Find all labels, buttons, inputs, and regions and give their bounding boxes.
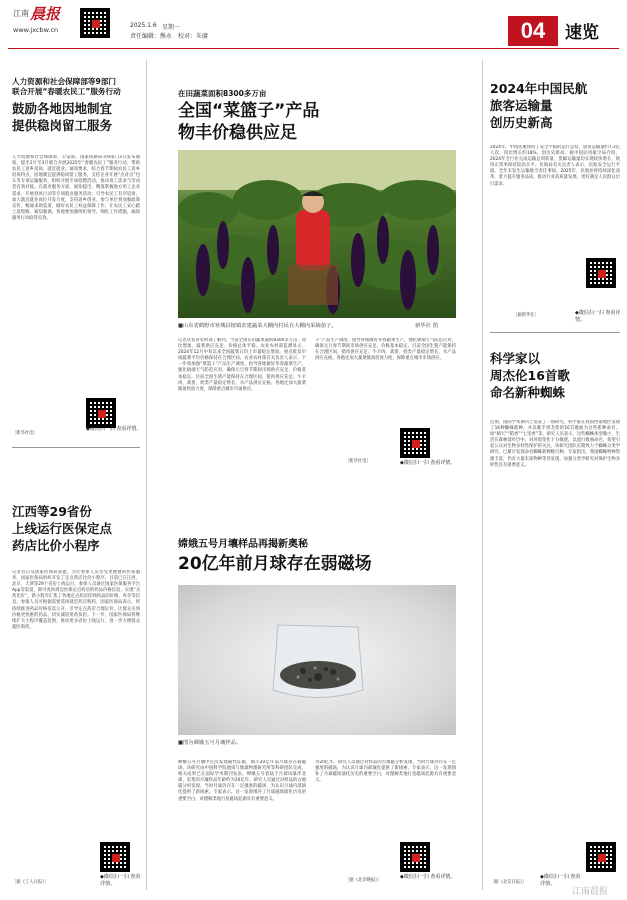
left-bottom-title-1: 江西等29省份 (12, 504, 92, 519)
center-bottom-scan-hint: ◆微信扫一扫 查看详情。 (400, 874, 456, 880)
center-bottom-photo-caption: ■图为嫦娥五号月壤样品。 (178, 740, 242, 746)
left-top-qr-code-icon[interactable] (86, 398, 116, 428)
center-top-title-1: 全国“菜篮子”产品 (178, 101, 320, 121)
right-bottom-qr-code-icon[interactable] (586, 842, 616, 872)
masthead-qr-code-icon[interactable] (80, 8, 110, 38)
eggplant-greenhouse-illustration (178, 150, 456, 318)
center-top-body-col1: 记者从农业农村部了解到，当前全国在田蔬菜面积8300多万亩，同比增加，蔬菜供应充足，价格总体平稳。农业农村部监测显示，2024年12月中旬以来全国蔬菜日均上市量稳定增加，重点批发市场蔬菜平均价格保持在合理区间。农业农村部有关负责人表示，下一步将加强“菜篮子”产品生产调度，指导各地做好冬春蔬菜生产，强化极端天气防范应对，确保元旦春节期间市场供应充足、价格基本稳定。目前全国生猪产能保持在合理区间，猪肉供应充足；牛羊肉、禽蛋、奶类产量稳定增长，水产品供应充裕。各地还加大蔬菜储备投放力度，保障重点城市市场供应。 (178, 338, 306, 392)
right-top-scan-hint: ◆微信扫一扫 查看详情。 (575, 310, 621, 323)
left-top-title-2: 提供稳岗留工服务 (12, 118, 113, 133)
center-top-photo-caption: ■山东省鹤野市寒城县辖镇农建蔬菜大棚内村民在大棚内采摘茄子。 (178, 323, 337, 329)
left-bottom-scan-hint: ◆微信扫一扫 查看详情。 (100, 874, 141, 887)
masthead-site: www.jxcbw.cn (13, 26, 59, 34)
center-bottom-kicker: 嫦娥五号月壤样品再揭新奥秘 (178, 539, 308, 550)
column-divider-right (482, 60, 483, 890)
right-bottom-title-3: 命名新种蜘蛛 (490, 385, 566, 400)
masthead-paper-logo: 晨报 (30, 5, 61, 23)
watermark: 江南晨报 (572, 887, 609, 897)
center-top-photo-credit: 新华社 图 (415, 323, 438, 329)
left-bottom-article (12, 503, 140, 554)
left-top-body: 人力资源和社会保障部、公安部、国家铁路局等9部门3日发布通知，提出1月至3月联合开展2025年“春暖农民工”服务行动，帮助农民工返乡返岗、就近就业。通知要求，结合春节期间农民工返乡返岗特点，因地制宜提供稳岗留工服务，支持企业开展“点对点”包车等专项运输服务，组织开展专场招聘活动，推动用工需求与劳动者有效对接。在就业服务方面，通知提出，精准掌握地方用工企业需求，开展春风行动等专项就业服务活动；引导农民工有序返岗，加大就近就业岗位开发力度，支持返乡创业。参与单位将加强政策宣传，畅通求助渠道，做好农民工权益保障工作，让农民工安心踏上返程路。通知强调，各地要加强组织领导，细化工作措施，确保服务行动取得实效。 (12, 155, 140, 221)
masthead-date: 2025.1.6 (130, 22, 157, 29)
left-bottom-qr-code-icon[interactable] (100, 842, 130, 872)
center-top-title-2: 物丰价稳供应足 (178, 123, 297, 143)
right-bottom-credit: ［据《北京日报》］ (490, 880, 527, 885)
left-top-credit: ［新华社电］ (12, 431, 38, 436)
center-top-photo (178, 150, 456, 318)
left-bottom-credit: ［据《工人日报》］ (12, 880, 49, 885)
left-section-divider (12, 447, 140, 448)
right-bottom-article (490, 350, 620, 401)
right-bottom-title-1: 科学家以 (490, 351, 541, 366)
right-bottom-title-2: 周杰伦16首歌 (490, 368, 570, 383)
left-bottom-title-3: 药店比价小程序 (12, 538, 100, 553)
page-number-badge (508, 16, 558, 46)
right-bottom-scan-hint: ◆微信扫一扫 查看详情。 (540, 874, 581, 887)
center-bottom-photo (178, 585, 456, 735)
center-bottom-qr-code-icon[interactable] (400, 842, 430, 872)
lunar-soil-sample-illustration (178, 585, 456, 735)
center-top-body-col2: 子”产品生产调度，指导各地做好冬春蔬菜生产，强化极端天气防范应对，确保元旦春节期间市场供应充足、价格基本稳定。目前全国生猪产能保持在合理区间，猪肉供应充足；牛羊肉、禽蛋、奶类产量稳定增长，水产品供应充裕。各地还加大蔬菜储备投放力度，保障重点城市市场供应。 (315, 338, 456, 362)
masthead-proof: 校对：朱赓 (178, 33, 209, 40)
left-top-scan-hint: ◆微信扫一扫 查看详情。 (86, 426, 142, 432)
right-top-body: 2024年，中国民航保持了安全平稳的运行态势，旅客运输量约7.3亿人次，同比增长约18%，创历史新高。据中国民用航空局介绍，2024年全行业完成运输总周转量、货邮运输量均实现较快增长，航班正常率保持较高水平。民航局有关负责人表示，民航安全运行平稳，全年未发生运输航空责任事故。2025年，民航业将持续深化改革，着力提升服务品质，推动行业高质量发展，更好满足人民群众出行需求。 (490, 145, 620, 187)
page-number: 04 (520, 18, 546, 43)
center-bottom-title: 20亿年前月球存在弱磁场 (178, 554, 372, 574)
masthead-city: 江南 (13, 9, 29, 18)
left-top-kicker-1: 人力资源和社会保障部等9部门 (12, 77, 117, 86)
left-top-kicker-2: 联合开展“春暖农民工”服务行动 (12, 87, 121, 96)
center-bottom-body-col1: 嫦娥五号月壤中首次发现磁性证据，揭示20亿年前月球存在弱磁场。该研究由中国科学院地质与地球物理研究所等科研团队完成，相关成果已在国际学术期刊发表。嫦娥五号着陆于月球风暴洋北部，采集的月壤样品年龄约为20亿年。研究人员通过对样品的古地磁分析发现，当时月球仍存在一定强度的磁场，为认识月球内部演化提供了新线索。专家表示，这一发现填补了月球磁场演化历史的重要空白，对理解类地行星磁场起源具有重要意义。 (178, 760, 306, 802)
right-top-title-2: 旅客运输量 (490, 98, 553, 113)
masthead (0, 0, 627, 48)
center-bottom-body-col2: 为20亿年。研究人员通过对样品的古地磁分析发现，当时月球仍存在一定强度的磁场，为认识月球内部演化提供了新线索。专家表示，这一发现填补了月球磁场演化历史的重要空白，对理解类地行星磁场起源具有重要意义。 (315, 760, 456, 784)
column-divider-left (146, 60, 147, 890)
center-top-kicker: 在田蔬菜面积8300多万亩 (178, 89, 267, 98)
section-title: 速览 (565, 23, 599, 43)
masthead-rule (8, 48, 619, 49)
right-top-title-1: 2024年中国民航 (490, 81, 588, 96)
left-bottom-title-2: 上线运行医保定点 (12, 521, 113, 536)
center-top-qr-code-icon[interactable] (400, 428, 430, 458)
right-top-article (490, 80, 620, 131)
right-top-title-3: 创历史新高 (490, 115, 553, 130)
right-top-credit: ［据新华社］ (513, 313, 539, 318)
masthead-editor: 责任编辑：熊永 (130, 33, 173, 40)
left-top-title-1: 鼓励各地因地制宜 (12, 101, 113, 116)
masthead-weekday: 星期一 (162, 24, 181, 31)
right-section-divider (490, 332, 620, 333)
center-top-credit: ［新华社电］ (345, 459, 371, 464)
left-bottom-body: 记者近日从国家医保局获悉，为让参保人员享受更便捷的医保服务，国家医保局组织开发了定点药店比价小程序，目前已在江西、北京、天津等29个省份上线运行。参保人员通过国家医保服务平台App等渠道，即可查询周边医保定点药店的药品价格信息，实现“买药比价”。新小程序汇集了各地定点药店挂网药品的价格、库存等信息，参保人员可根据需要选择就近药店购药。国家医保局表示，将持续推进药品价格信息公开，引导定点药店合理定价，让群众买到价格更优惠的药品，切实减轻用药负担。下一步，国家医保局将继续扩大小程序覆盖范围，推动更多省份上线运行，进一步方便群众就医购药。 (12, 570, 140, 630)
center-bottom-credit: ［据《北京晚报》］ (345, 878, 382, 883)
right-bottom-body: 近期，国际学术期刊上发表了一项研究，科学家在我国西南地区发现了16种蜘蛛新种，并以歌手周杰伦的16首歌曲为这些新种命名，如“晴天”“稻香”“七里香”等。研究人员表示，这些蜘蛛体型微小，生活在森林落叶层中，对环境变化十分敏感。以流行歌曲命名，希望引起公众对生物多样性保护的关注。该研究团队长期致力于蜘蛛分类学研究，已累计发现命名蜘蛛新种数百种。专家指出，我国蜘蛛物种资源丰富，仍有大量未知物种等待发现，加强分类学研究对保护生物多样性具有重要意义。 (490, 420, 620, 468)
right-top-qr-code-icon[interactable] (586, 258, 616, 288)
center-top-scan-hint: ◆微信扫一扫 查看详情。 (400, 460, 456, 466)
left-top-article (12, 77, 140, 134)
